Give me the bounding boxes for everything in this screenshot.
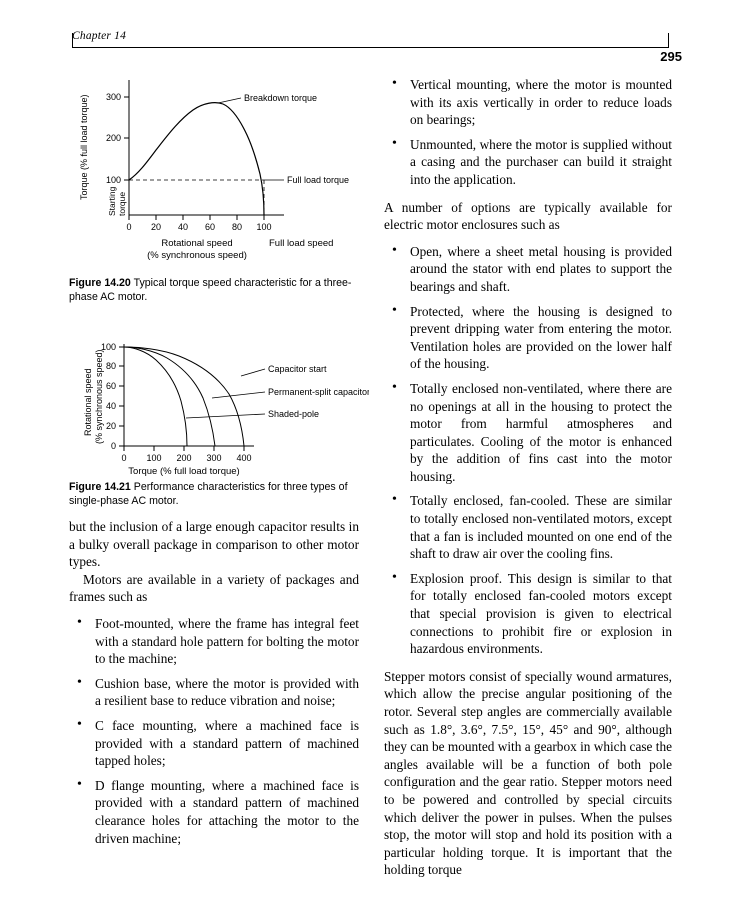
svg-text:300: 300 (105, 92, 121, 102)
mounting-options-list (384, 76, 672, 189)
left-column-text (69, 518, 359, 854)
list-item: • Foot-mounted, where the frame has integral feet with a standard hole pattern for bolting the motor to the machine; (69, 615, 359, 668)
figure-14-20-caption (69, 276, 359, 304)
svg-text:Capacitor start: Capacitor start (268, 364, 327, 374)
list-item: • Vertical mounting, where the motor is mounted with its axis vertically in order to reduce loads on bearings; (384, 76, 672, 129)
list-item: • Explosion proof. This design is similar to that for totally enclosed fan-cooled motors except that special provision is given to electrical connections to prohibit fire or explosion in hazardous environments. (384, 570, 672, 658)
svg-text:20: 20 (105, 421, 116, 431)
svg-text:40: 40 (105, 401, 116, 411)
page-number: 295 (660, 49, 682, 64)
paragraph: Motors are available in a variety of packages and frames such as (69, 571, 359, 605)
figure-14-21 (69, 336, 369, 476)
svg-text:Rotational speed: Rotational speed (161, 238, 233, 249)
svg-text:Full load speed: Full load speed (269, 238, 334, 249)
list-item: • D flange mounting, where a machined face is provided with a standard pattern of machined clearance holes for attaching the motor to the driven machine; (69, 777, 359, 847)
running-head: Chapter 14 (72, 30, 127, 42)
svg-text:Permanent-split capacitor: Permanent-split capacitor (268, 387, 369, 397)
running-head-rule (72, 47, 669, 48)
svg-text:200: 200 (176, 453, 192, 463)
enclosure-options-list (384, 243, 672, 658)
list-item: • Cushion base, where the motor is provided with a resilient base to reduce vibration and noise; (69, 675, 359, 710)
list-item: • Totally enclosed, fan-cooled. These are similar to totally enclosed non-ventilated motors, except that a fan is included mounted on one end of the shaft to draw air over the cooling fins. (384, 492, 672, 562)
svg-text:Breakdown torque: Breakdown torque (244, 93, 318, 103)
svg-text:(% synchronous speed): (% synchronous speed) (94, 349, 104, 444)
figure-14-20 (69, 70, 369, 265)
paragraph: Stepper motors consist of specially wound armatures, which allow the precise angular positioning of the rotor. Several step angles are commercially available such as 1.8°, 3.6°, 7.5°, 15°, 45° and 90°, although they can be mounted with a gearbox in which case the angles available will be a function of both pole configuration and the gear ratio. Stepper motors need to be powered and controlled by special circuits which deliver the power in pulses. When the pulses stop, the motor will stop and hold its position with a particular holding torque. It is important that the holding torque (384, 668, 672, 878)
list-item: • C face mounting, where a machined face is provided with a standard pattern of machined tapped holes; (69, 717, 359, 770)
svg-text:200: 200 (105, 133, 121, 143)
figure-14-20-caption-text: Typical torque speed characteristic for a three-phase AC motor. (69, 277, 352, 303)
svg-text:100: 100 (146, 453, 162, 463)
svg-text:80: 80 (231, 222, 243, 232)
svg-text:0: 0 (121, 453, 127, 463)
figure-14-21-caption (69, 480, 359, 508)
svg-text:300: 300 (206, 453, 222, 463)
svg-text:80: 80 (105, 361, 116, 371)
list-item: • Unmounted, where the motor is supplied without a casing and the purchaser can build it straight into the application. (384, 136, 672, 189)
svg-text:100: 100 (100, 342, 116, 352)
svg-text:400: 400 (236, 453, 252, 463)
svg-text:0: 0 (126, 222, 132, 232)
svg-text:Shaded-pole: Shaded-pole (268, 409, 320, 419)
svg-text:20: 20 (150, 222, 162, 232)
svg-text:torque: torque (117, 191, 127, 216)
svg-text:0: 0 (110, 441, 116, 451)
svg-text:60: 60 (105, 381, 116, 391)
paragraph: but the inclusion of a large enough capacitor results in a bulky overall package in comparison to other motor types. (69, 519, 359, 570)
right-column-text (384, 76, 672, 879)
svg-text:100: 100 (105, 175, 121, 185)
list-item: • Protected, where the housing is designed to prevent dripping water from entering the motor. Ventilation holes are provided on the lower half of the housing. (384, 303, 672, 373)
figure-14-21-caption-text: Performance characteristics for three types of single-phase AC motor. (69, 481, 348, 507)
figure-14-21-chart (69, 336, 369, 476)
figure-14-20-number: Figure 14.20 (69, 277, 131, 289)
figure-14-21-number: Figure 14.21 (69, 481, 131, 493)
svg-text:(% synchronous speed): (% synchronous speed) (147, 250, 247, 261)
list-item: • Totally enclosed non-ventilated, where there are no openings at all in the housing to protect the motor from harmful atmospheres and particulates. Cooling of the motor is enhanced by the addition of fins cast into the motor housing. (384, 380, 672, 486)
svg-text:Torque (% full load torque): Torque (% full load torque) (128, 466, 240, 476)
svg-text:60: 60 (204, 222, 216, 232)
svg-text:100: 100 (256, 222, 272, 232)
list-item: • Open, where a sheet metal housing is provided around the stator with end plates to support the bearings and shaft. (384, 243, 672, 296)
package-types-list (69, 615, 359, 847)
svg-text:Rotational speed: Rotational speed (83, 368, 93, 436)
svg-text:Starting: Starting (107, 186, 117, 216)
paragraph: A number of options are typically available for electric motor enclosures such as (384, 199, 672, 233)
figure-14-20-chart (69, 70, 369, 270)
svg-text:Full load torque: Full load torque (287, 175, 350, 185)
svg-text:40: 40 (177, 222, 189, 232)
svg-text:Torque (% full load torque): Torque (% full load torque) (79, 94, 89, 200)
